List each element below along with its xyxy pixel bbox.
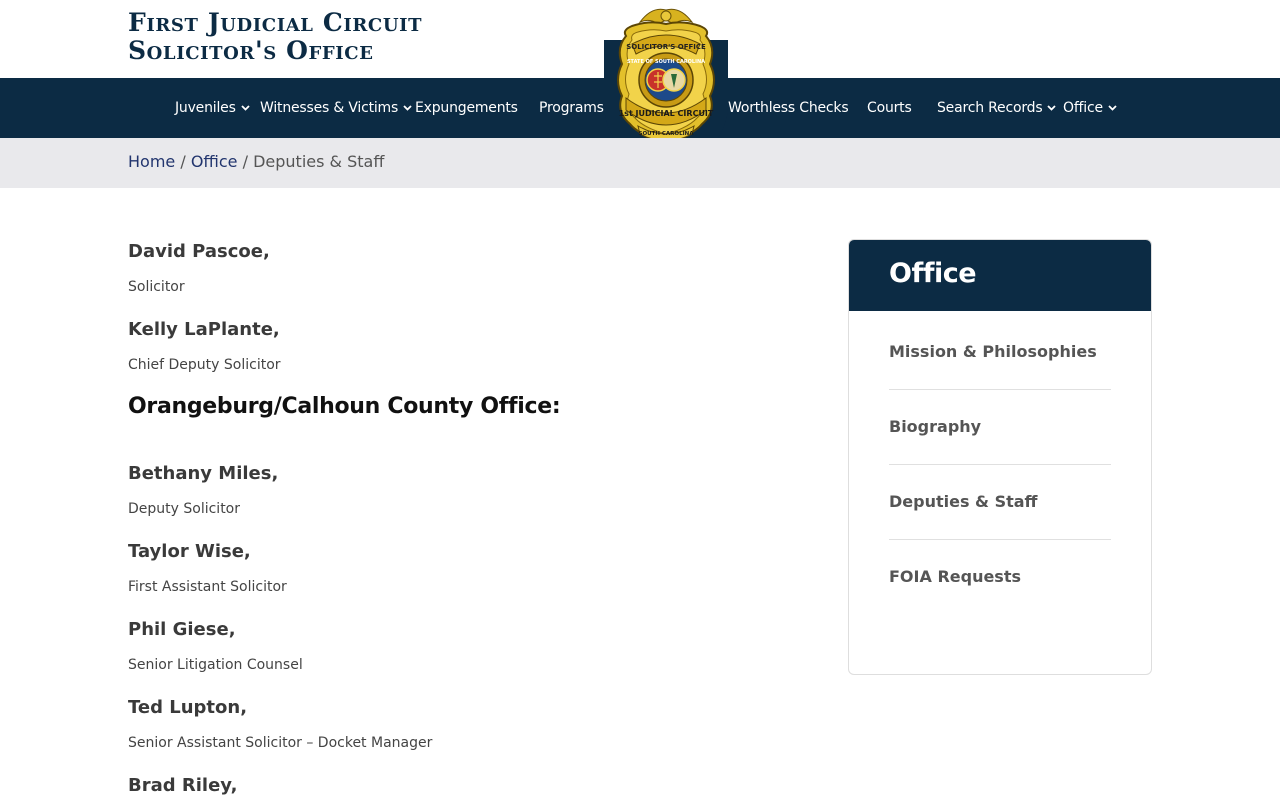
- sidebar-divider: [889, 389, 1111, 390]
- chevron-down-icon: [241, 77, 250, 137]
- solicitor-badge-logo[interactable]: [612, 2, 720, 150]
- person-title: Solicitor: [128, 279, 185, 295]
- sidebar-link-deputies-staff[interactable]: [889, 490, 1111, 565]
- sidebar-link-mission[interactable]: [889, 340, 1111, 415]
- nav-item-label: Courts: [867, 100, 912, 116]
- person-name: Brad Riley,: [128, 775, 238, 796]
- person-name: David Pascoe,: [128, 241, 270, 262]
- nav-item-worthless-checks[interactable]: [728, 78, 848, 138]
- sidebar-link-label: FOIA Requests: [889, 567, 1021, 586]
- sidebar-link-biography[interactable]: [889, 415, 1111, 490]
- breadcrumb-separator: /: [175, 152, 191, 171]
- badge-circuit-text: 1st JUDICIAL CIRCUIT: [618, 109, 714, 118]
- sidebar-link-label: Mission & Philosophies: [889, 342, 1097, 361]
- nav-item-expungements[interactable]: [415, 78, 518, 138]
- person-title: Deputy Solicitor: [128, 501, 241, 517]
- breadcrumb-office-link[interactable]: Office: [190, 152, 238, 171]
- person-name: Ted Lupton,: [128, 697, 248, 718]
- sidebar-divider: [889, 464, 1111, 465]
- nav-item-label: Expungements: [415, 100, 518, 116]
- nav-item-label: Juveniles: [175, 100, 236, 116]
- person-title: Senior Assistant Solicitor – Docket Manager: [128, 735, 433, 751]
- nav-item-courts[interactable]: [867, 78, 912, 138]
- nav-item-witnesses-victims[interactable]: [260, 78, 412, 138]
- nav-item-label: Search Records: [937, 100, 1043, 116]
- badge-inner-text: STATE OF SOUTH CAROLINA: [626, 59, 706, 65]
- chevron-down-icon: [1047, 77, 1056, 137]
- person-title: First Assistant Solicitor: [128, 579, 287, 595]
- badge-top-text: SOLICITOR'S OFFICE: [626, 43, 706, 51]
- badge-bottom-text: SOUTH CAROLINA: [638, 131, 694, 137]
- person-title: Chief Deputy Solicitor: [128, 357, 281, 373]
- sidebar-header: [849, 240, 1152, 311]
- nav-item-office[interactable]: [1063, 78, 1117, 138]
- sidebar-title: Office: [889, 258, 977, 289]
- chevron-down-icon: [403, 77, 412, 137]
- sidebar-link-label: Deputies & Staff: [889, 492, 1038, 511]
- person-name: Bethany Miles,: [128, 463, 279, 484]
- sidebar-link-label: Biography: [889, 417, 982, 436]
- person-name: Phil Giese,: [128, 619, 236, 640]
- sidebar-link-foia[interactable]: [889, 565, 1111, 640]
- nav-item-label: Programs: [539, 100, 604, 116]
- breadcrumb-current: Deputies & Staff: [253, 152, 385, 171]
- nav-item-label: Worthless Checks: [728, 100, 849, 116]
- site-title-line2: Solicitor's Office: [128, 36, 374, 65]
- nav-item-label: Office: [1063, 100, 1103, 116]
- office-sidebar: [848, 239, 1152, 675]
- breadcrumb-separator: /: [237, 152, 254, 171]
- nav-item-label: Witnesses & Victims: [260, 100, 399, 116]
- person-title: Senior Litigation Counsel: [128, 657, 303, 673]
- breadcrumb: [128, 152, 384, 171]
- sidebar-divider: [889, 539, 1111, 540]
- section-heading: Orangeburg/Calhoun County Office:: [128, 394, 561, 419]
- person-name: Taylor Wise,: [128, 541, 251, 562]
- chevron-down-icon: [1108, 77, 1117, 137]
- breadcrumb-home-link[interactable]: Home: [128, 152, 176, 171]
- site-title-line1: First Judicial Circuit: [128, 8, 423, 37]
- nav-item-search-records[interactable]: [937, 78, 1056, 138]
- person-name: Kelly LaPlante,: [128, 319, 280, 340]
- nav-item-juveniles[interactable]: [175, 78, 250, 138]
- site-title[interactable]: [128, 9, 422, 65]
